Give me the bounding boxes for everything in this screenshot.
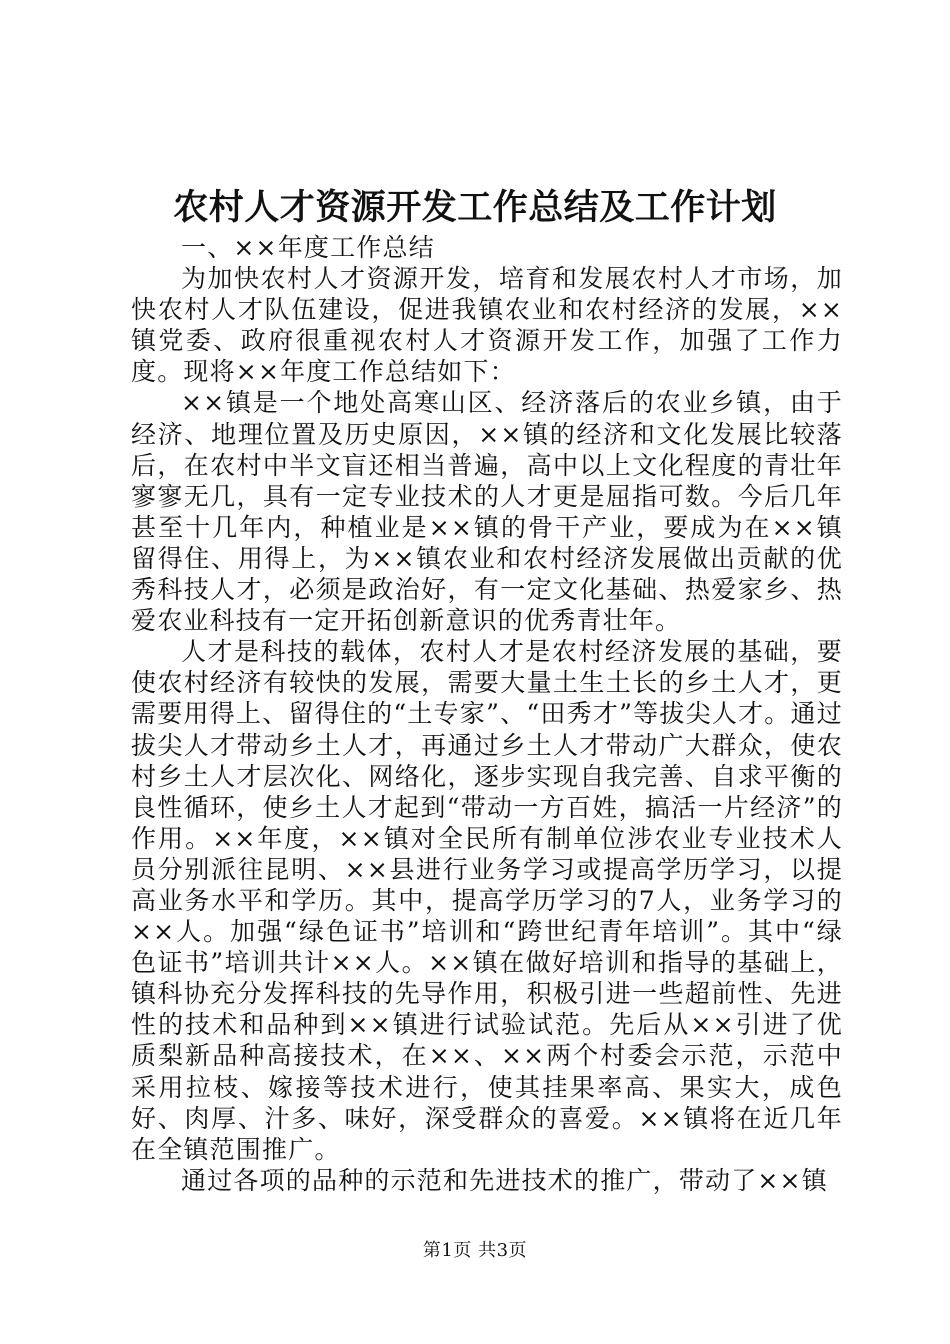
paragraph: 人才是科技的载体，农村人才是农村经济发展的基础，要使农村经济有较快的发展，需要大量土生土长的乡土人才，更需要用得上、留得住的“土专家”、“田秀才”等拔尖人才。通过拔尖人才带动乡土人才，再通过乡土人才带动广大群众，使农村乡土人才层次化、网络化，逐步实现自我完善、自求平衡的良性循环，使乡土人才起到“带动一方百姓，搞活一片经济”的作用。××年度，××镇对全民所有制单位涉农业专业技术人员分别派往昆明、××县进行业务学习或提高学历学习，以提高业务水平和学历。其中，提高学历学习的7人，业务学习的××人。加强“绿色证书”培训和“跨世纪青年培训”。其中“绿色证书”培训共计××人。××镇在做好培训和指导的基础上，镇科协充分发挥科技的先导作用，积极引进一些超前性、先进性的技术和品种到××镇进行试验试范。先后从××引进了优质梨新品种高接技术，在××、××两个村委会示范，示范中采用拉枝、嫁接等技术进行，使其挂果率高、果实大，成色好、肉厚、汁多、味好，深受群众的喜爱。××镇将在近几年在全镇范围推广。 bbox=[131, 637, 843, 1164]
paragraph: 通过各项的品种的示范和先进技术的推广，带动了××镇 bbox=[181, 1165, 828, 1195]
page-footer: 第1页 共3页 bbox=[422, 1240, 528, 1261]
document-body bbox=[131, 232, 843, 1196]
page-title: 农村人才资源开发工作总结及工作计划 bbox=[173, 187, 777, 228]
paragraph: ××镇是一个地处高寒山区、经济落后的农业乡镇，由于经济、地理位置及历史原因，××镇的经济和文化发展比较落后，在农村中半文盲还相当普遍，高中以上文化程度的青壮年寥寥无几，具有一定专业技术的人才更是屈指可数。今后几年甚至十几年内，种植业是××镇的骨干产业，要成为在××镇留得住、用得上，为××镇农业和农村经济发展做出贡献的优秀科技人才，必须是政治好，有一定文化基础、热爱家乡、热爱农业科技有一定开拓创新意识的优秀青壮年。 bbox=[131, 388, 843, 636]
paragraph: 为加快农村人才资源开发，培育和发展农村人才市场，加快农村人才队伍建设，促进我镇农业和农村经济的发展，××镇党委、政府很重视农村人才资源开发工作，加强了工作力度。现将××年度工作总结如下： bbox=[131, 264, 843, 387]
section-heading: 一、××年度工作总结 bbox=[181, 233, 435, 262]
